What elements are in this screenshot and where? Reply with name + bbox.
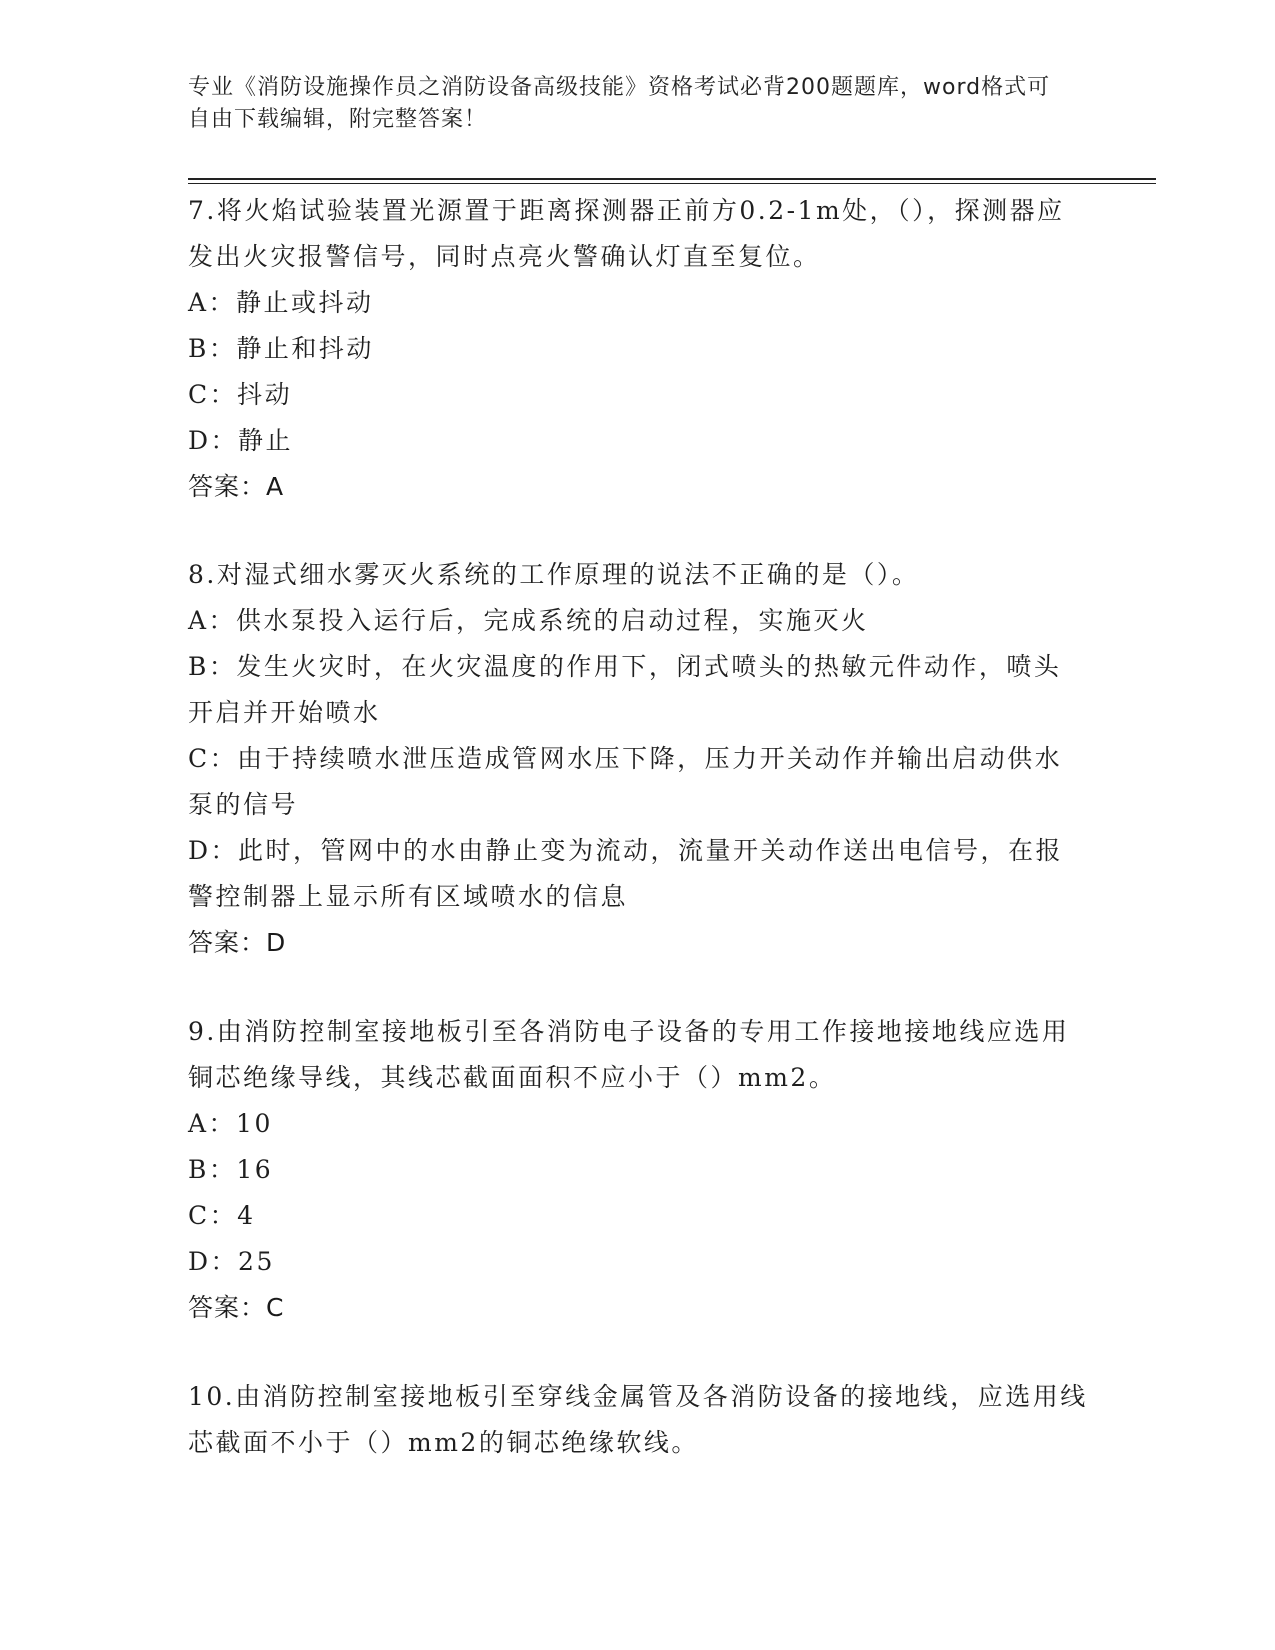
question-stem: 10.由消防控制室接地板引至穿线金属管及各消防设备的接地线，应选用线芯截面不小于（）mm2的铜芯绝缘软线。: [188, 1382, 1088, 1457]
option-a: A：供水泵投入运行后，完成系统的启动过程，实施灭火: [188, 606, 869, 635]
question-8: [188, 552, 1088, 966]
answer: 答案：C: [188, 1293, 285, 1322]
question-stem: 9.由消防控制室接地板引至各消防电子设备的专用工作接地接地线应选用铜芯绝缘导线，其线芯截面面积不应小于（）mm2。: [188, 1017, 1070, 1092]
option-b: B：发生火灾时，在火灾温度的作用下，闭式喷头的热敏元件动作，喷头开启并开始喷水: [188, 652, 1062, 727]
option-c: C：4: [188, 1201, 256, 1230]
question-7: [188, 188, 1088, 510]
question-stem: 7.将火焰试验装置光源置于距离探测器正前方0.2-1m处，（），探测器应发出火灾报警信号，同时点亮火警确认灯直至复位。: [188, 196, 1065, 271]
document-header: 专业《消防设施操作员之消防设备高级技能》资格考试必背200题题库，word格式可自由下载编辑，附完整答案！: [188, 75, 1051, 132]
option-b: B：16: [188, 1155, 274, 1184]
option-d: D：25: [188, 1247, 275, 1276]
answer: 答案：D: [188, 928, 287, 957]
option-a: A：静止或抖动: [188, 288, 374, 317]
option-d: D：此时，管网中的水由静止变为流动，流量开关动作送出电信号，在报警控制器上显示所有区域喷水的信息: [188, 836, 1064, 911]
option-b: B：静止和抖动: [188, 334, 374, 363]
header-rule-thick: [188, 178, 1156, 180]
question-9: [188, 1009, 1088, 1331]
option-a: A：10: [188, 1109, 273, 1138]
option-d: D：静止: [188, 426, 294, 455]
answer: 答案：A: [188, 472, 285, 501]
option-c: C：抖动: [188, 380, 293, 409]
question-stem: 8.对湿式细水雾灭火系统的工作原理的说法不正确的是（）。: [188, 560, 920, 589]
option-c: C：由于持续喷水泄压造成管网水压下降，压力开关动作并输出启动供水泵的信号: [188, 744, 1063, 819]
header-rule-thin: [188, 183, 1156, 184]
question-10: [188, 1374, 1088, 1466]
